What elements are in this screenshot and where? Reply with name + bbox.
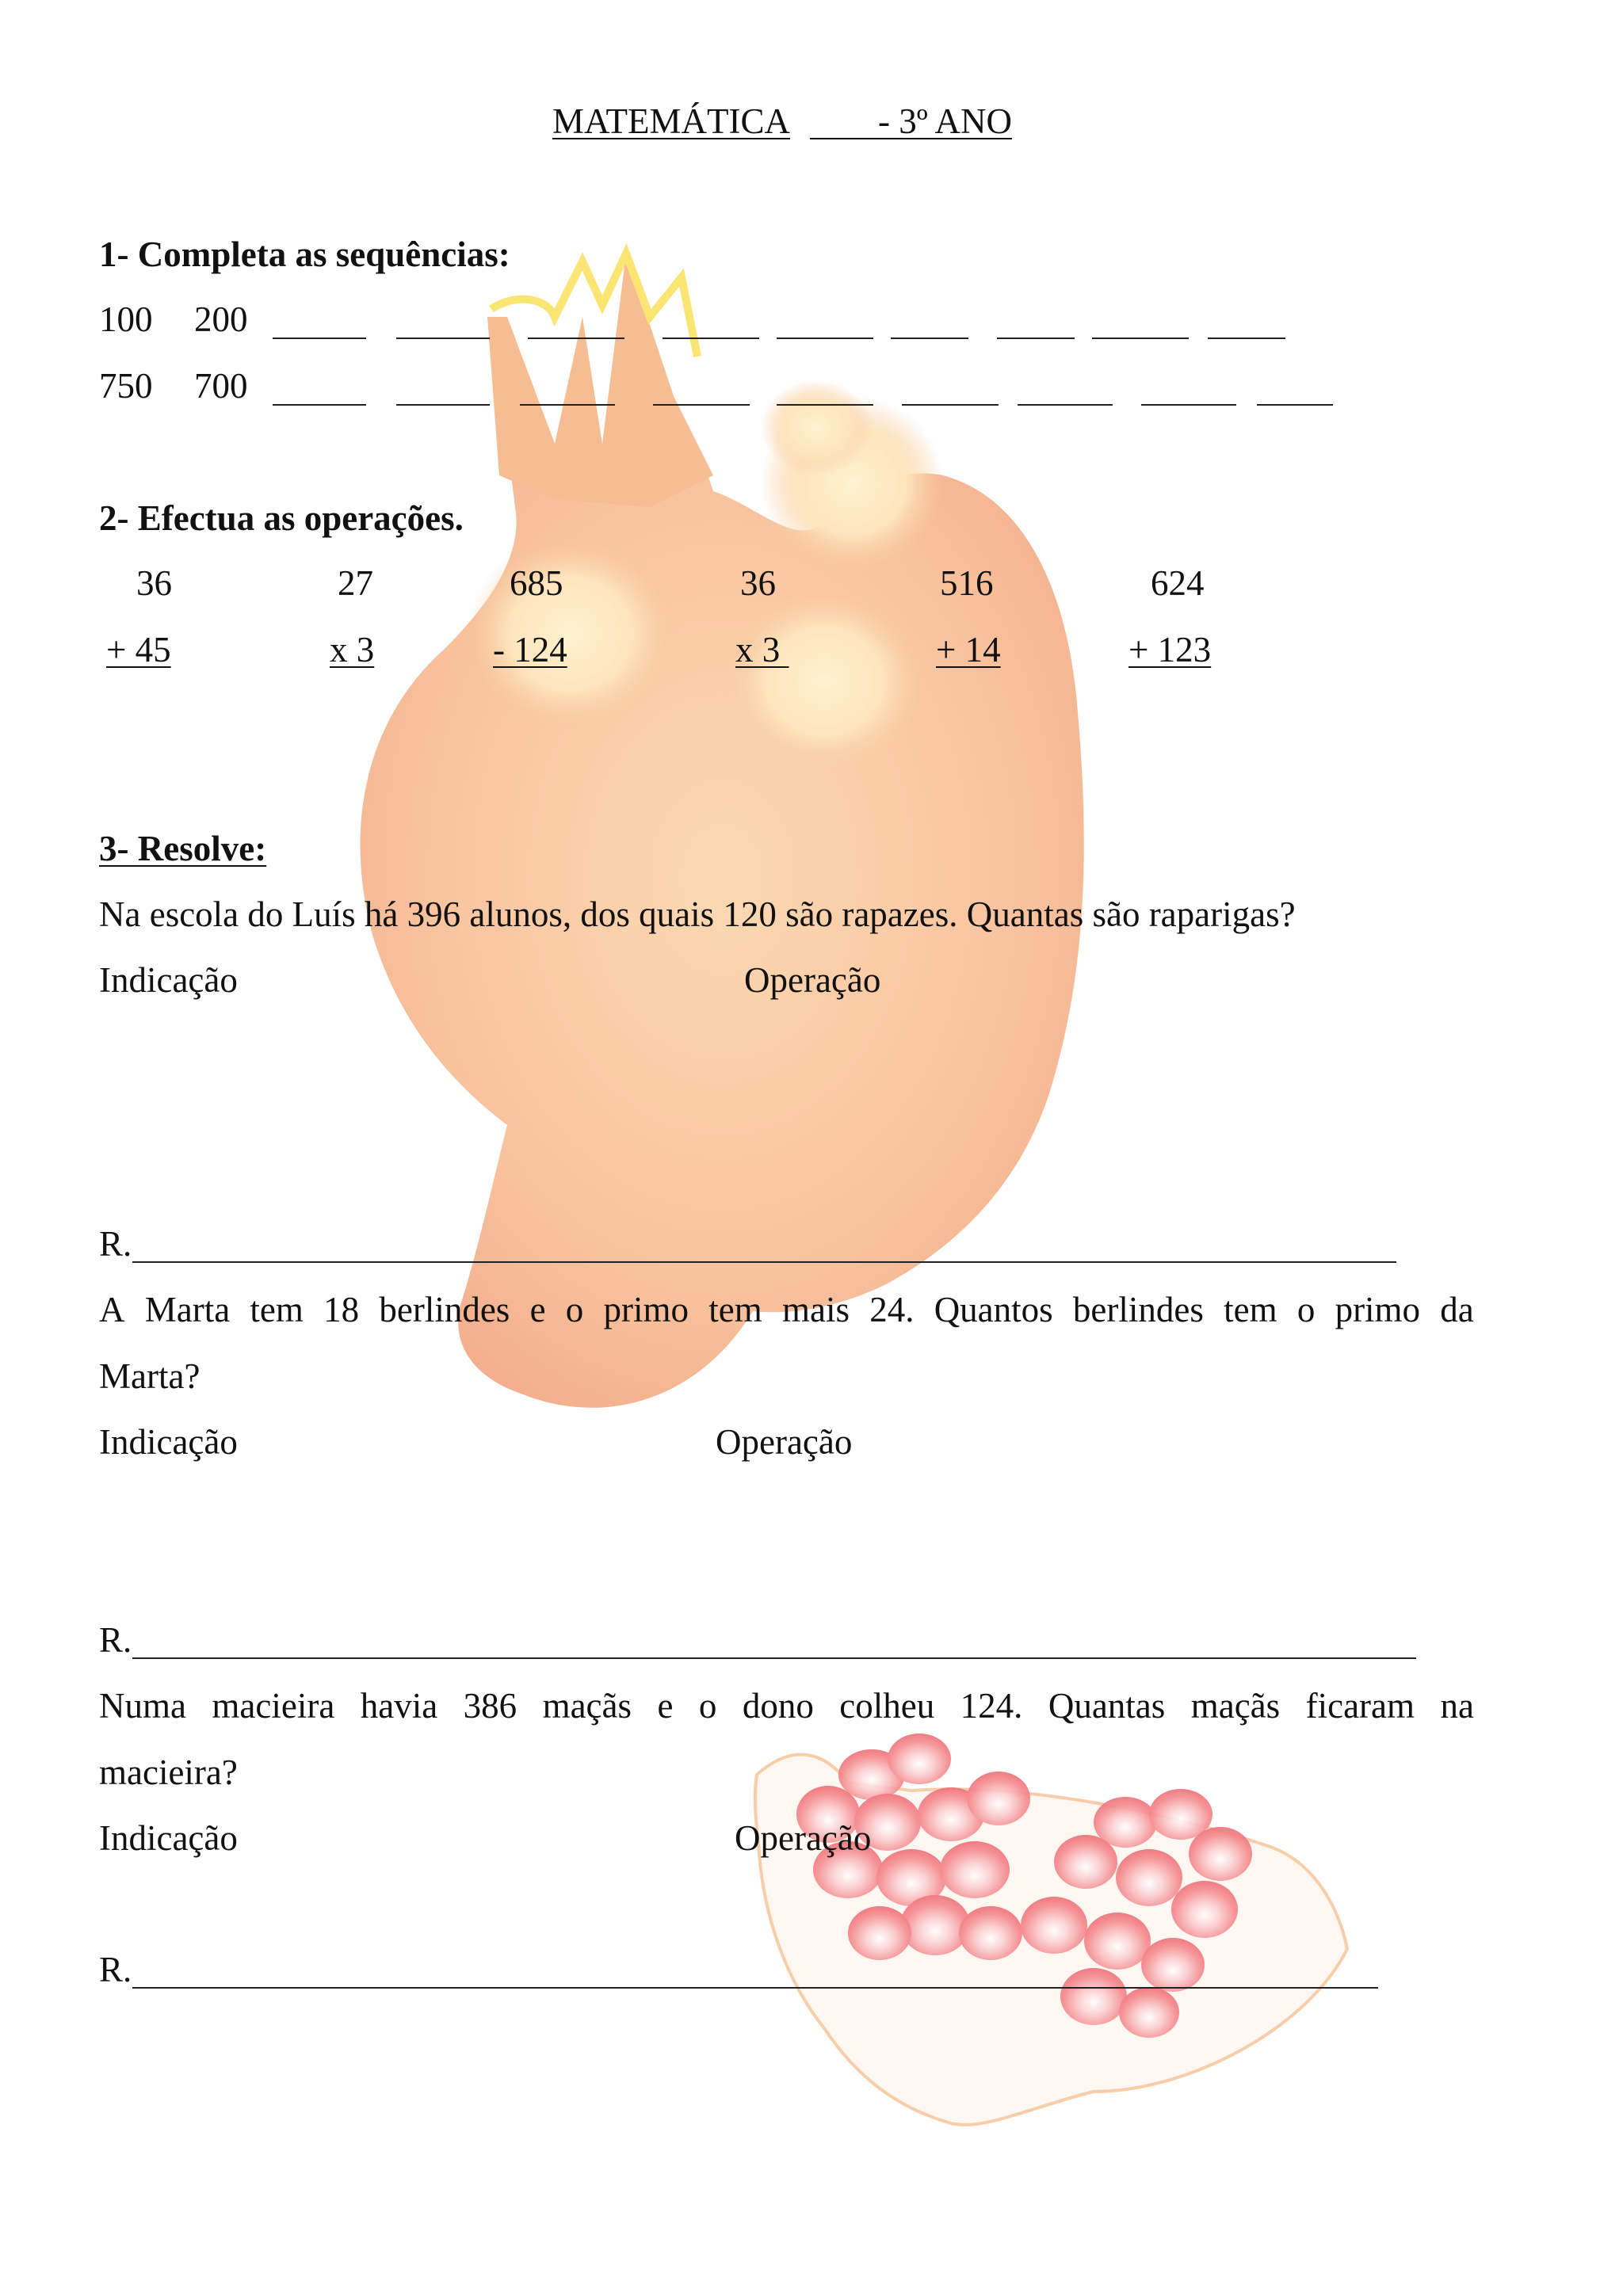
sequence-1-start-b: 200 — [194, 299, 248, 339]
sequence-1-blank[interactable] — [1208, 338, 1285, 339]
problem-2-word: 24. — [869, 1290, 915, 1329]
sequence-2-blank[interactable] — [1018, 404, 1113, 406]
title-underline-gap — [810, 138, 880, 139]
problem-1-answer-label: R. — [99, 1224, 132, 1264]
operation-top-number: 36 — [136, 563, 172, 603]
grade-label: - 3º ANO — [878, 101, 1012, 141]
problem-2-indicacao-label: Indicação — [99, 1422, 238, 1462]
problem-3-word: 386 — [463, 1686, 517, 1726]
problem-3-word: colheu — [839, 1686, 935, 1726]
sequence-1-blank[interactable] — [396, 338, 490, 339]
problem-1-answer-line[interactable] — [132, 1261, 1396, 1263]
operation-bottom: x 3 — [735, 630, 789, 669]
page-title: MATEMÁTICA — [552, 101, 790, 141]
problem-2-word: berlindes — [379, 1290, 510, 1329]
operation-bottom: + 14 — [936, 630, 1001, 669]
sequence-2-blank[interactable] — [1141, 404, 1236, 406]
operation-bottom: - 124 — [493, 630, 567, 669]
problem-2-word: primo — [603, 1290, 689, 1329]
sequence-2-blank[interactable] — [1257, 404, 1333, 406]
problem-3-word: macieira — [212, 1686, 335, 1726]
sequence-1-blank[interactable] — [891, 338, 968, 339]
operation-top-number: 624 — [1151, 563, 1205, 603]
problem-1-operacao-label: Operação — [744, 960, 881, 1000]
problem-2-word: A — [99, 1290, 125, 1329]
problem-2-word: mais — [781, 1290, 850, 1329]
sequence-2-blank[interactable] — [777, 404, 873, 406]
problem-3-word: Quantas — [1048, 1686, 1166, 1726]
sequence-2-blank[interactable] — [273, 404, 366, 406]
problem-3-answer-line[interactable] — [132, 1987, 1378, 1989]
problem-3-word: Numa — [99, 1686, 186, 1726]
operation-bottom: x 3 — [330, 630, 375, 669]
sequence-1-blank[interactable] — [273, 338, 366, 339]
sequence-1-blank[interactable] — [663, 338, 759, 339]
problem-2-word: tem — [708, 1290, 762, 1329]
problem-2-word: 18 — [323, 1290, 360, 1329]
sequence-2-blank[interactable] — [902, 404, 999, 406]
q3-heading: 3- Resolve: — [99, 829, 267, 868]
q2-heading: 2- Efectua as operações. — [99, 498, 464, 538]
sequence-2-start-b: 700 — [194, 366, 248, 406]
sequence-2-blank[interactable] — [396, 404, 490, 406]
problem-2-answer-label: R. — [99, 1620, 132, 1660]
problem-2-word: o — [1296, 1290, 1316, 1329]
problem-2-word: da — [1440, 1290, 1474, 1329]
problem-3-word: maçãs — [542, 1686, 632, 1726]
operation-top-number: 27 — [338, 563, 373, 603]
problem-3-operacao-label: Operação — [735, 1818, 872, 1858]
problem-2-operacao-label: Operação — [716, 1422, 853, 1462]
sequence-2-blank[interactable] — [653, 404, 750, 406]
problem-2-word: berlindes — [1072, 1290, 1204, 1329]
problem-2-answer-line[interactable] — [132, 1657, 1416, 1659]
operation-bottom: + 123 — [1128, 630, 1212, 669]
problem-3-word: o — [698, 1686, 717, 1726]
sequence-1-blank[interactable] — [528, 338, 624, 339]
problem-3-indicacao-label: Indicação — [99, 1818, 238, 1858]
problem-3-answer-label: R. — [99, 1950, 132, 1989]
problem-2-word: tem — [1224, 1290, 1277, 1329]
problem-2-word: Quantos — [934, 1290, 1053, 1329]
problem-3-word: dono — [742, 1686, 814, 1726]
problem-3-word: 124. — [960, 1686, 1023, 1726]
sequence-1-blank[interactable] — [1092, 338, 1189, 339]
operation-top-number: 685 — [510, 563, 563, 603]
problem-2-word: tem — [250, 1290, 304, 1329]
problem-2-word: o — [565, 1290, 584, 1329]
problem-2-text-line1 — [99, 1288, 1474, 1331]
sequence-2-blank[interactable] — [520, 404, 615, 406]
sequence-1-start-a: 100 — [99, 299, 153, 339]
problem-3-word: havia — [360, 1686, 438, 1726]
problem-2-word: e — [529, 1290, 546, 1329]
q1-heading: 1- Completa as sequências: — [99, 235, 510, 274]
problem-3-text-line1 — [99, 1684, 1474, 1727]
problem-2-word: Marta — [144, 1290, 231, 1329]
problem-3-word: ficaram — [1305, 1686, 1415, 1726]
problem-1-text: Na escola do Luís há 396 alunos, dos quais 120 são rapazes. Quantas são raparigas? — [99, 894, 1296, 934]
problem-2-text-line2: Marta? — [99, 1356, 200, 1396]
problem-3-word: na — [1440, 1686, 1474, 1726]
problem-3-word: maçãs — [1190, 1686, 1281, 1726]
problem-2-word: primo — [1335, 1290, 1421, 1329]
problem-3-text-line2: macieira? — [99, 1753, 238, 1792]
operation-bottom: + 45 — [106, 630, 171, 669]
problem-3-word: e — [657, 1686, 674, 1726]
problem-1-indicacao-label: Indicação — [99, 960, 238, 1000]
sequence-1-blank[interactable] — [997, 338, 1075, 339]
sequence-1-blank[interactable] — [777, 338, 873, 339]
operation-top-number: 516 — [940, 563, 994, 603]
operation-top-number: 36 — [740, 563, 776, 603]
sequence-2-start-a: 750 — [99, 366, 153, 406]
